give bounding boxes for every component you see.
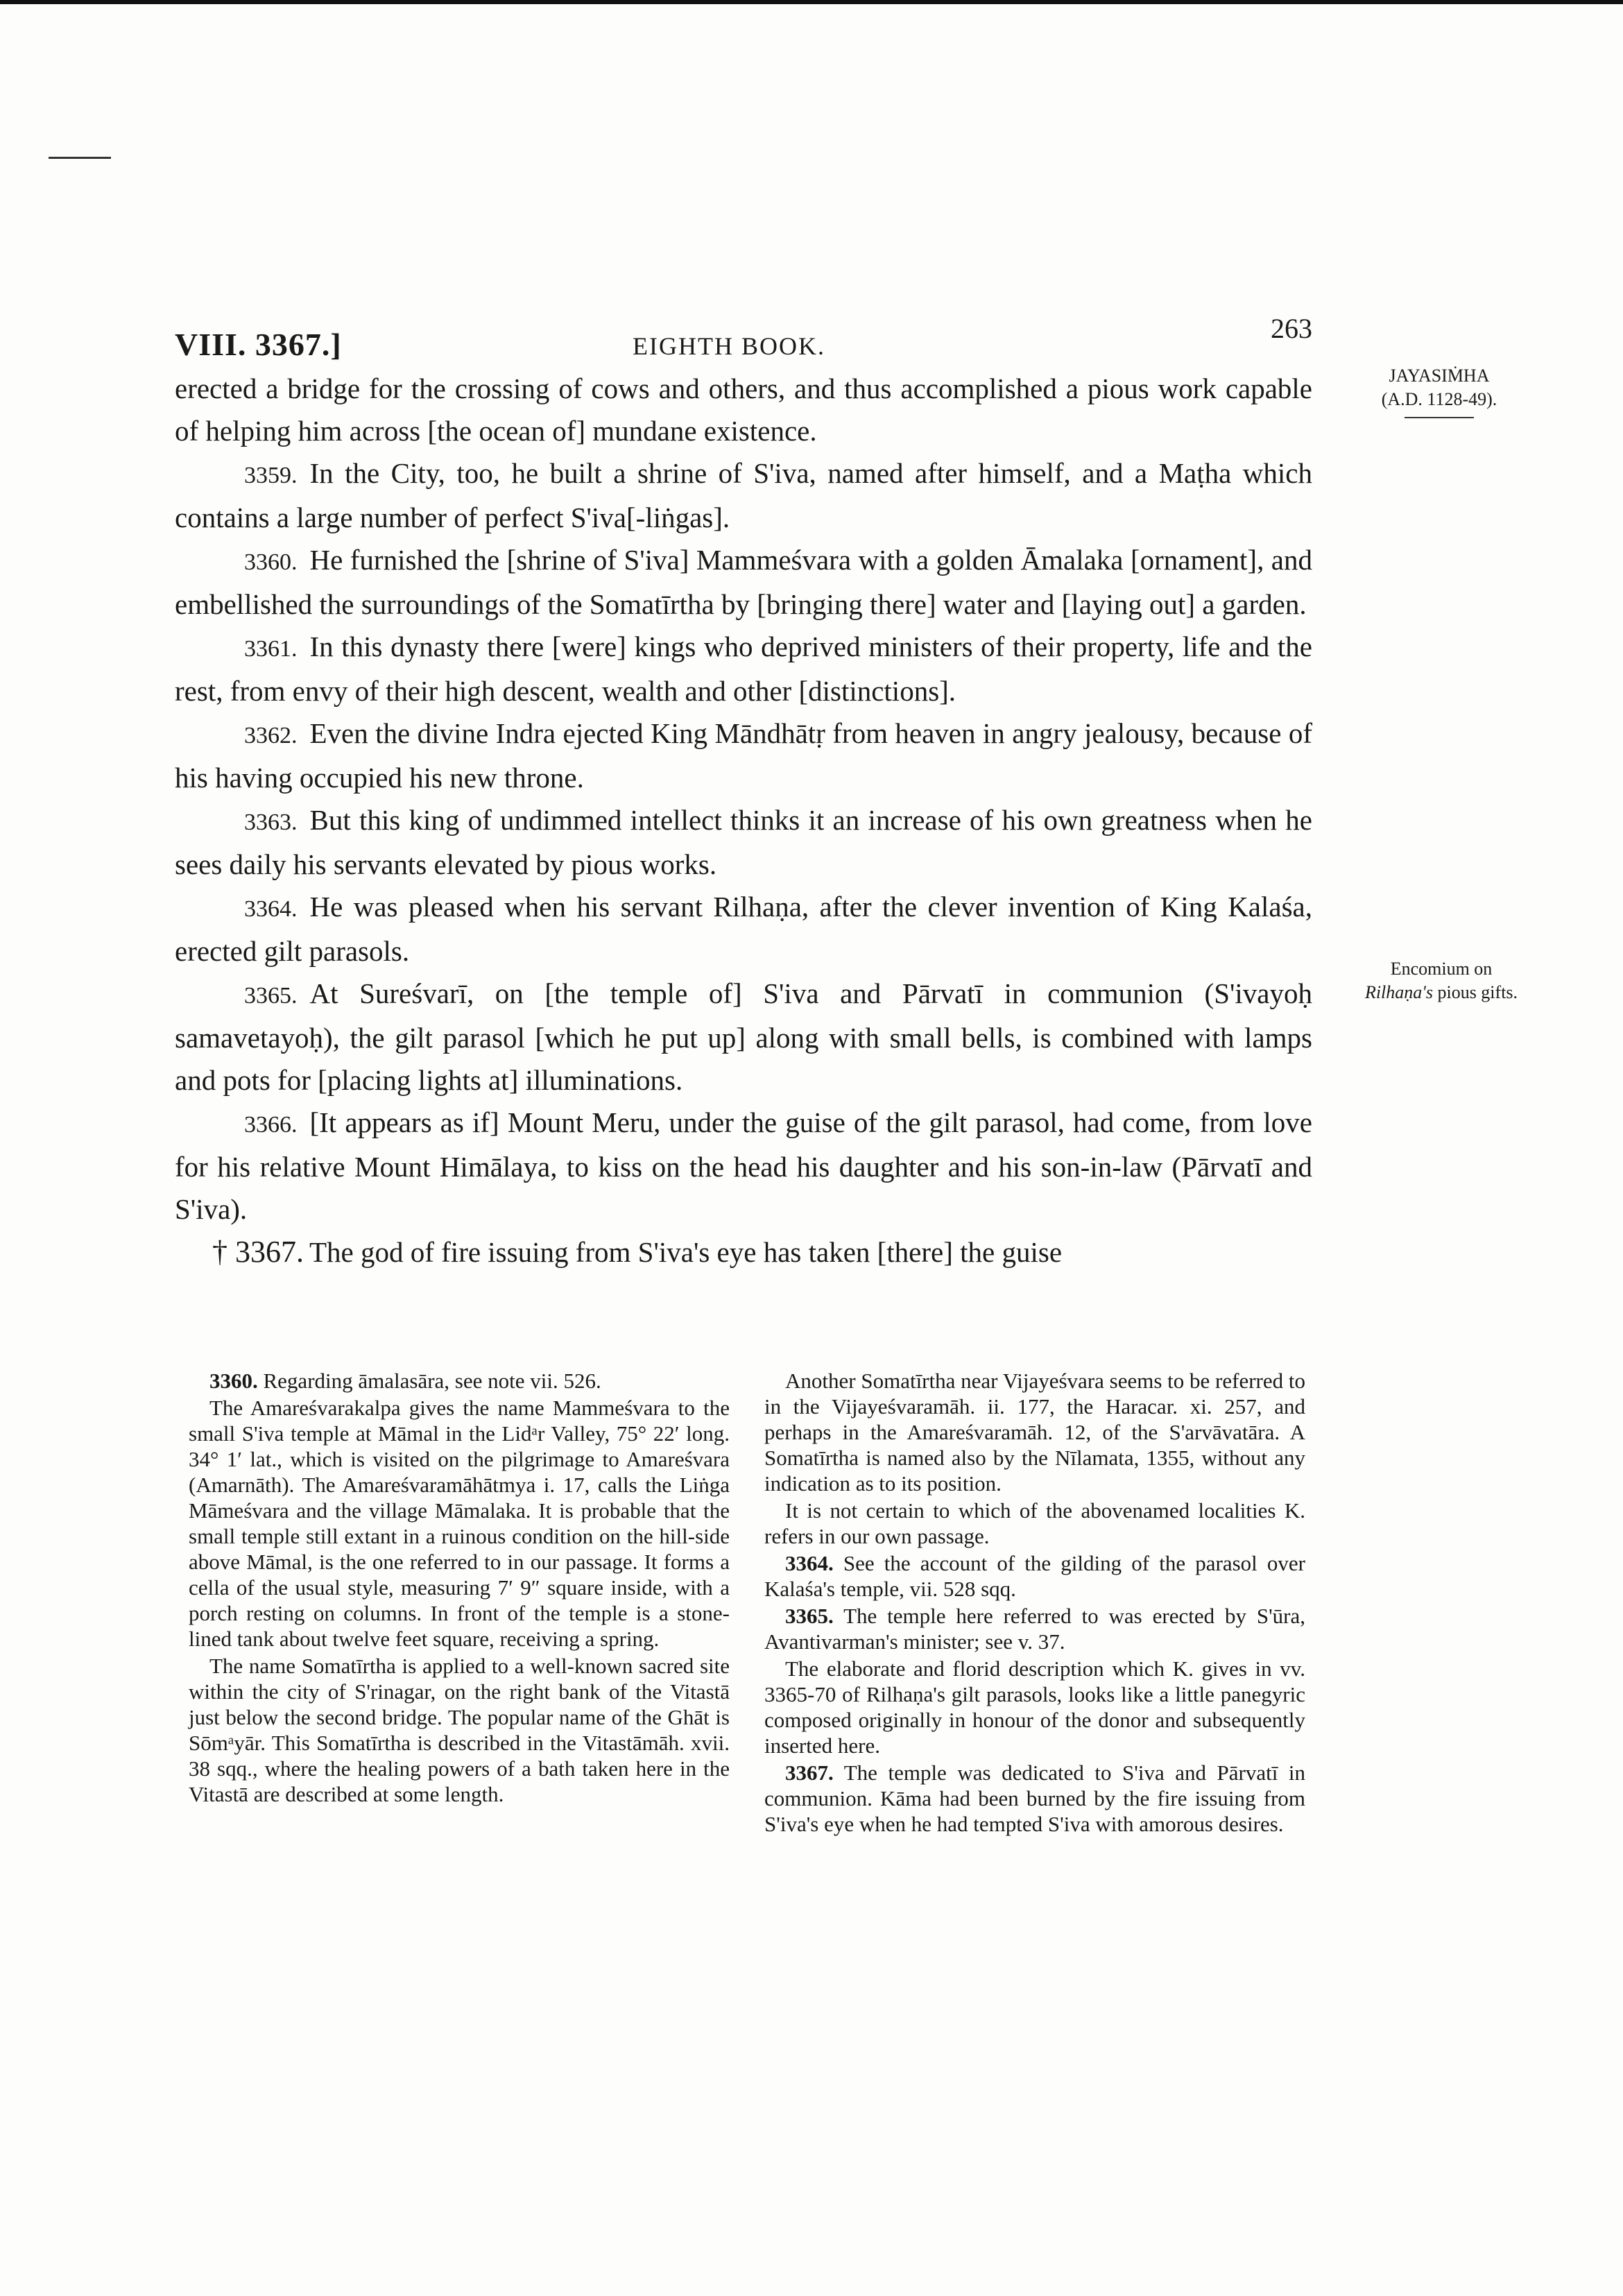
margin-reign-note [1346, 364, 1533, 418]
footnote-text: See the account of the gilding of the parasol over Kalaśa's temple, vii. 528 sqq. [764, 1551, 1305, 1601]
verse-paragraph [175, 626, 1312, 712]
verse-paragraph [175, 452, 1312, 539]
verse-number: 3365. [244, 983, 298, 1009]
footnote-label: 3364. [785, 1551, 834, 1575]
reign-dates: (A.D. 1128-49). [1381, 389, 1497, 409]
verse-number-dagger: † 3367. [212, 1235, 304, 1269]
verse-text: In the City, too, he built a shrine of S'iva, named after himself, and a Maṭha which contains a large number of perfect S'iva[-liṅgas]. [175, 457, 1312, 533]
footnote-text: The name Somatīrtha is applied to a well-known sacred site within the city of S'rinagar, on the right bank of the Vitastā just below the second bridge. The popular name of the Ghāt is Sōmᵃyār. This Somatīrtha is described in the Vitastāmāh. xvii. 38 sqq., where the healing powers of a bath taken here in the Vitastā are described at some length. [189, 1654, 730, 1806]
main-text [175, 368, 1312, 1274]
verse-paragraph [175, 539, 1312, 626]
verse-number: 3360. [244, 549, 298, 575]
footnote-text: Another Somatīrtha near Vijayeśvara seems to be referred to in the Vijayeśvaramāh. ii. 177, the Haracar. xi. 257, and perhaps in the Amareśvaramāh. 12, of the S'arvāvatāra. A Somatīrtha is named also by the Nīlamata, 1355, without any indication as to its position. [764, 1369, 1305, 1496]
footnote-label: 3367. [785, 1760, 834, 1785]
verse-text: The god of fire issuing from S'iva's eye has taken [there] the guise [309, 1236, 1063, 1268]
verse-text: erected a bridge for the crossing of cows and others, and thus accomplished a pious work capable of helping him across [the ocean of] mundane existence. [175, 372, 1312, 447]
footnote-text: The Amareśvarakalpa gives the name Mammeśvara to the small S'iva temple at Māmal in the Lidᵃr Valley, 75° 22′ long. 34° 1′ lat., which is visited on the pilgrimage to Amareśvara (Amarnāth). The Amareśvaramāhātmya i. 17, calls the Liṅga Māmeśvara and the village Māmalaka. It is probable that the small temple still extant in a ruinous condition on the hill-side above Māmal, is the one referred to in our passage. It forms a cella of the usual style, measuring 7′ 9″ square inside, with a porch resting on columns. In front of the temple is a stone-lined tank about twelve feet square, receiving a spring. [189, 1396, 730, 1651]
verse-paragraph [175, 368, 1312, 452]
verse-paragraph [175, 1102, 1312, 1231]
verse-number: 3363. [244, 809, 298, 835]
margin-encomium-note [1337, 957, 1545, 1004]
footnote-label: 3360. [209, 1369, 258, 1393]
stray-mark [49, 157, 111, 159]
footnote-paragraph [764, 1603, 1305, 1654]
footnote-text: It is not certain to which of the abovenamed localities K. refers in our own passage. [764, 1498, 1305, 1548]
page-number: 263 [1271, 313, 1312, 344]
header-section-ref: VIII. 3367.] [175, 327, 342, 362]
footnote-paragraph [189, 1653, 730, 1807]
footnote-text: The temple here referred to was erected by S'ūra, Avantivarman's minister; see v. 37. [764, 1604, 1305, 1654]
footnote-paragraph [764, 1368, 1305, 1496]
verse-paragraph [175, 712, 1312, 799]
verse-number: 3364. [244, 896, 298, 922]
verse-number: 3366. [244, 1112, 298, 1138]
verse-text: But this king of undimmed intellect thinks it an increase of his own greatness when he sees daily his servants elevated by pious works. [175, 804, 1312, 880]
footnote-paragraph [764, 1760, 1305, 1837]
encomium-rest: pious gifts. [1432, 982, 1518, 1002]
verse-text: Even the divine Indra ejected King Māndhātṛ from heaven in angry jealousy, because of his having occupied his new throne. [175, 717, 1312, 794]
verse-text: He furnished the [shrine of S'iva] Mammeśvara with a golden Āmalaka [ornament], and embellished the surroundings of the Somatīrtha by [bringing there] water and [laying out] a garden. [175, 544, 1312, 620]
reign-rule [1405, 417, 1474, 418]
verse-number: 3362. [244, 723, 298, 748]
encomium-name: Rilhaṇa's [1364, 982, 1433, 1002]
verse-paragraph [175, 799, 1312, 886]
footnote-column-right [764, 1368, 1305, 1838]
footnote-text: The temple was dedicated to S'iva and Pārvatī in communion. Kāma had been burned by the fire issuing from S'iva's eye when he had tempted S'iva with amorous desires. [764, 1760, 1305, 1836]
verse-text: In this dynasty there [were] kings who deprived ministers of their property, life and the rest, from envy of their high descent, wealth and other [distinctions]. [175, 631, 1312, 707]
verse-text: At Sureśvarī, on [the temple of] S'iva and Pārvatī in communion (S'ivayoḥ samavetayoḥ), the gilt parasol [which he put up] along with small bells, is combined with lamps and pots for [placing lights at] illuminations. [175, 977, 1312, 1096]
footnote-paragraph [764, 1498, 1305, 1549]
page-top-edge [0, 0, 1623, 4]
encomium-line2 [1337, 981, 1545, 1004]
verse-text: He was pleased when his servant Rilhaṇa, after the clever invention of King Kalaśa, erected gilt parasols. [175, 891, 1312, 967]
footnote-paragraph [764, 1656, 1305, 1758]
footnote-text: Regarding āmalasāra, see note vii. 526. [263, 1369, 601, 1393]
verse-text: [It appears as if] Mount Meru, under the guise of the gilt parasol, had come, from love for his relative Mount Himālaya, to kiss on the head his daughter and his son-in-law (Pārvatī and S'iva). [175, 1106, 1312, 1225]
verse-number: 3359. [244, 463, 298, 488]
footnote-text: The elaborate and florid description which K. gives in vv. 3365-70 of Rilhaṇa's gilt parasols, looks like a little panegyric composed originally in honour of the donor and subsequently inserted here. [764, 1656, 1305, 1758]
footnote-paragraph [764, 1550, 1305, 1602]
footnote-paragraph [189, 1368, 730, 1394]
verse-paragraph [175, 1231, 1312, 1274]
encomium-line1: Encomium on [1390, 959, 1493, 979]
running-header [175, 312, 1312, 375]
verse-paragraph [175, 973, 1312, 1102]
header-book-title: EIGHTH BOOK. [633, 332, 825, 360]
footnote-label: 3365. [785, 1604, 834, 1628]
footnote-column-left [189, 1368, 730, 1808]
footnote-paragraph [189, 1395, 730, 1652]
verse-paragraph [175, 886, 1312, 973]
reign-name: JAYASIṀHA [1389, 366, 1490, 386]
footnotes [189, 1368, 1319, 2027]
verse-number: 3361. [244, 636, 298, 662]
